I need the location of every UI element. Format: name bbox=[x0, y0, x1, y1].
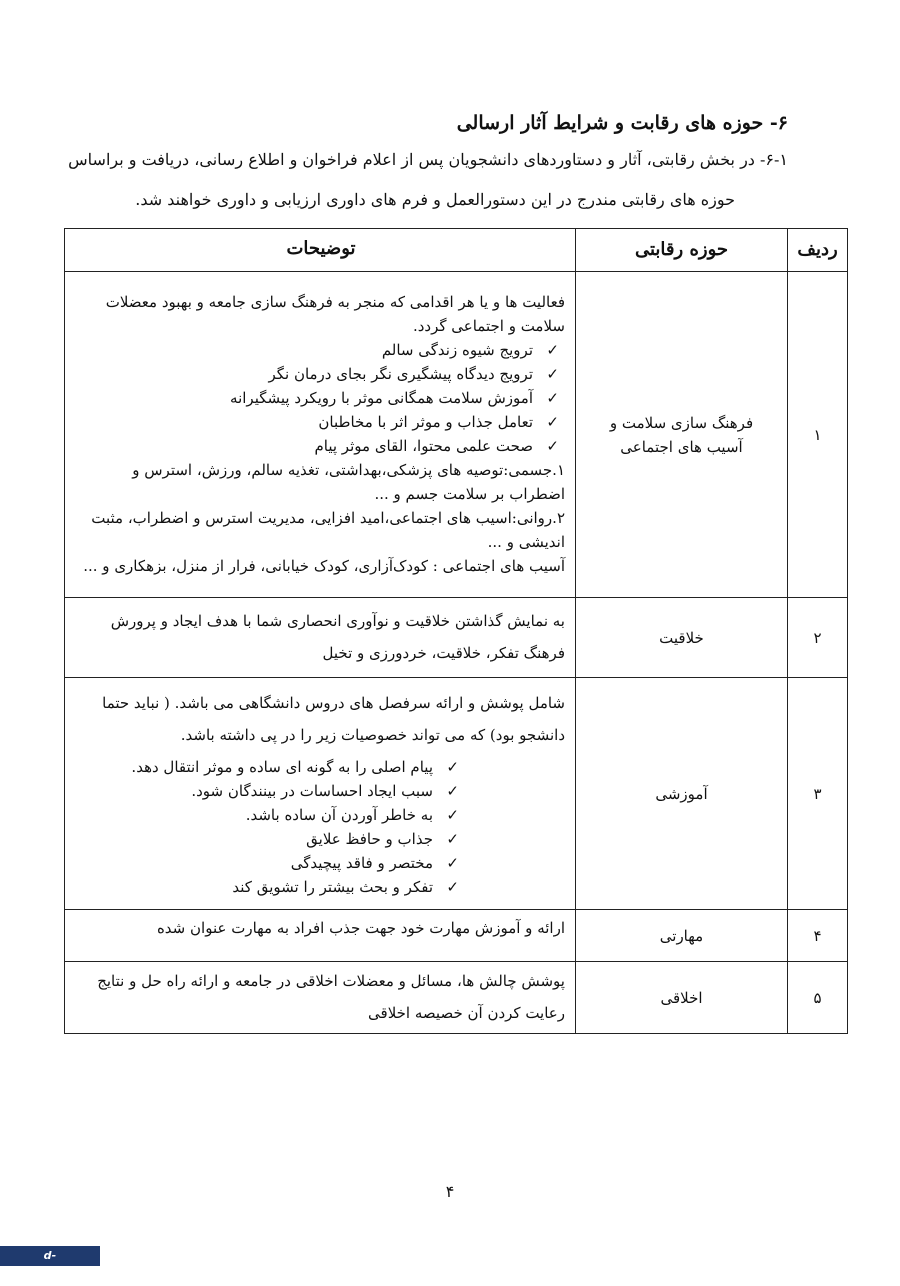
description-physical: ۱.جسمی:توصیه های پزشکی،بهداشتی، تغذیه سالم، ورزش، استرس و اضطراب بر سلامت جسم و ... bbox=[132, 460, 565, 503]
row-description bbox=[65, 910, 576, 962]
table-row bbox=[65, 272, 848, 598]
checkmark-icon: ✓ bbox=[446, 877, 459, 896]
checklist-item: ✓ جذاب و حافظ علایق bbox=[77, 827, 465, 851]
checklist bbox=[77, 338, 565, 458]
row-description bbox=[65, 598, 576, 678]
checkmark-icon: ✓ bbox=[546, 388, 559, 407]
checklist-item: ✓ پیام اصلی را به گونه ای ساده و موثر انتقال دهد. bbox=[77, 755, 465, 779]
checkmark-icon: ✓ bbox=[546, 340, 559, 359]
description-intro: به نمایش گذاشتن خلاقیت و نوآوری انحصاری شما با هدف ایجاد و پرورش فرهنگ تفکر، خلاقیت، خردورزی و تخیل bbox=[110, 611, 565, 662]
row-description bbox=[65, 962, 576, 1034]
row-index: ۵ bbox=[788, 962, 848, 1034]
description-intro: شامل پوشش و ارائه سرفصل های دروس دانشگاهی می باشد. ( نباید حتما دانشجو بود) که می تواند خصوصیات زیر را در پی داشته باشد. bbox=[102, 693, 565, 744]
header-index: ردیف bbox=[788, 229, 848, 272]
competition-areas-table bbox=[64, 228, 848, 1034]
row-area: آموزشی bbox=[576, 678, 788, 910]
header-description: توضیحات bbox=[65, 229, 576, 272]
page-number: ۴ bbox=[445, 1182, 455, 1201]
description-intro: پوشش چالش ها، مسائل و معضلات اخلاقی در جامعه و ارائه راه حل و نتایج رعایت کردن آن خصیصه اخلاقی bbox=[97, 971, 565, 1022]
row-description bbox=[65, 272, 576, 598]
row-area: اخلاقی bbox=[576, 962, 788, 1034]
row-area: فرهنگ سازی سلامت و آسیب های اجتماعی bbox=[576, 272, 788, 598]
site-watermark: d-babol.nus.ac.ir bbox=[0, 1246, 100, 1266]
checkmark-icon: ✓ bbox=[546, 436, 559, 455]
checklist-item: ✓ به خاطر آوردن آن ساده باشد. bbox=[77, 803, 465, 827]
row-index: ۲ bbox=[788, 598, 848, 678]
row-index: ۳ bbox=[788, 678, 848, 910]
table-row bbox=[65, 910, 848, 962]
checklist-item: ✓ سبب ایجاد احساسات در بینندگان شود. bbox=[77, 779, 465, 803]
section-heading: ۶- حوزه های رقابت و شرایط آثار ارسالی bbox=[456, 112, 788, 134]
checklist bbox=[77, 755, 565, 899]
row-index: ۱ bbox=[788, 272, 848, 598]
row-index: ۴ bbox=[788, 910, 848, 962]
checklist-item: ✓ آموزش سلامت همگانی موثر با رویکرد پیشگیرانه bbox=[77, 386, 565, 410]
description-mental: ۲.روانی:اسیب های اجتماعی،امید افزایی، مدیریت استرس و اضطراب، مثبت اندیشی و ... bbox=[91, 508, 565, 551]
description-intro: فعالیت ها و یا هر اقدامی که منجر به فرهنگ سازی جامعه و بهبود معضلات سلامت و اجتماعی گردد. bbox=[105, 292, 565, 335]
description-social-harms: آسیب های اجتماعی : کودک‌آزاری، کودک خیابانی، فرار از منزل، بزهکاری و ... bbox=[83, 556, 565, 575]
header-area: حوزه رقابتی bbox=[576, 229, 788, 272]
checkmark-icon: ✓ bbox=[446, 757, 459, 776]
checkmark-icon: ✓ bbox=[446, 829, 459, 848]
checkmark-icon: ✓ bbox=[446, 781, 459, 800]
checkmark-icon: ✓ bbox=[546, 412, 559, 431]
table-header-row bbox=[65, 229, 848, 272]
table-row bbox=[65, 598, 848, 678]
checklist-item: ✓ ترویج شیوه زندگی سالم bbox=[77, 338, 565, 362]
checkmark-icon: ✓ bbox=[446, 805, 459, 824]
intro-paragraph-line-1: ۶-۱- در بخش رقابتی، آثار و دستاوردهای دانشجویان پس از اعلام فراخوان و اطلاع رسانی، دریافت و براساس bbox=[68, 150, 788, 169]
checklist-item: ✓ تفکر و بحث بیشتر را تشویق کند bbox=[77, 875, 465, 899]
checklist-item: ✓ ترویج دیدگاه پیشگیری نگر بجای درمان نگر bbox=[77, 362, 565, 386]
intro-paragraph-line-2: حوزه های رقابتی مندرج در این دستورالعمل و فرم های داوری ارزیابی و داوری خواهند شد. bbox=[135, 190, 735, 209]
description-intro: ارائه و آموزش مهارت خود جهت جذب افراد به مهارت عنوان شده bbox=[156, 919, 565, 937]
table-row bbox=[65, 962, 848, 1034]
checklist-item: ✓ صحت علمی محتوا، القای موثر پیام bbox=[77, 434, 565, 458]
row-area: خلاقیت bbox=[576, 598, 788, 678]
checklist-item: ✓ مختصر و فاقد پیچیدگی bbox=[77, 851, 465, 875]
row-description bbox=[65, 678, 576, 910]
checklist-item: ✓ تعامل جذاب و موثر اثر با مخاطبان bbox=[77, 410, 565, 434]
row-area: مهارتی bbox=[576, 910, 788, 962]
checkmark-icon: ✓ bbox=[446, 853, 459, 872]
checkmark-icon: ✓ bbox=[546, 364, 559, 383]
table-row bbox=[65, 678, 848, 910]
